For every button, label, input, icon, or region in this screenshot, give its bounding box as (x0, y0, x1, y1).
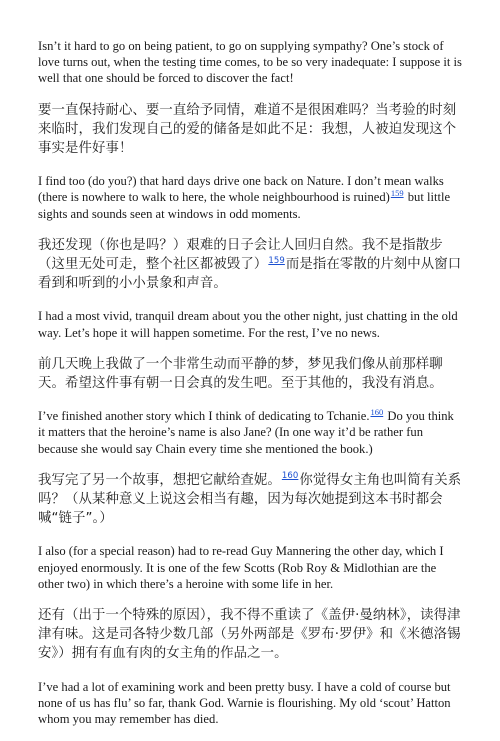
paragraph-text: Isn’t it hard to go on being patient, to go on supplying sympathy? One’s stock of love turns out, when the testing time comes, to be so very inadequate: I suppose it is well that one should be forced to discover the fact! (38, 39, 462, 86)
paragraph-text: I had a most vivid, tranquil dream about you the other night, just chatting in the old way. Let’s hope it will happen sometime. For the rest, I’ve no news. (38, 309, 458, 340)
footnote-link-159[interactable]: 159 (390, 188, 404, 199)
paragraph-text: but little sights and sounds seen at windows in odd moments. (38, 190, 451, 221)
paragraph-text: 我还发现（你也是吗？）艰难的日子会让人回归自然。我不是指散步（这里无处可走，整个社区都被毁了） (38, 237, 443, 273)
paragraph-zh-2 (38, 236, 462, 294)
footnote-link-159[interactable]: 159 (268, 255, 285, 266)
paragraph-text: 我写完了另一个故事，想把它献给查妮。 (38, 472, 281, 488)
paragraph-en-5 (38, 543, 462, 592)
paragraph-text: 前几天晚上我做了一个非常生动而平静的梦，梦见我们像从前那样聊天。希望这件事有朝一日会真的发生吧。至于其他的，我没有消息。 (38, 356, 443, 392)
paragraph-en-4 (38, 408, 462, 457)
paragraph-zh-4 (38, 471, 462, 529)
paragraph-en-6 (38, 679, 462, 728)
paragraph-en-3 (38, 308, 462, 340)
paragraph-text: I also (for a special reason) had to re-read Guy Mannering the other day, which I enjoyed enormously. It is one of the few Scotts (Rob Roy & Midlothian are the other two) in which there’s a heroine with some life in her. (38, 544, 444, 591)
paragraph-zh-3 (38, 355, 462, 393)
paragraph-text: 你觉得女主角也叫简有关系吗？（从某种意义上说这会相当有趣，因为每次她提到这本书时都会喊“链子”。） (38, 472, 462, 527)
paragraph-text: I’ve finished another story which I think of dedicating to Tchanie. (38, 409, 370, 424)
paragraph-zh-5 (38, 606, 462, 664)
paragraph-text: 还有（出于一个特殊的原因），我不得不重读了《盖伊·曼纳林》，读得津津有味。这是司各特少数几部（另外两部是《罗布·罗伊》和《米德洛锡安》）拥有有血有肉的女主角的作品之一。 (38, 608, 461, 662)
footnote-link-160[interactable]: 160 (370, 407, 384, 418)
paragraph-text: I find too (do you?) that hard days drive one back on Nature. I don’t mean walks (there is nowhere to walk to here, the whole neighbourhood is ruined) (38, 174, 444, 205)
paragraph-en-2 (38, 173, 462, 222)
paragraph-text: 而是指在零散的片刻中从窗口看到和听到的小小景象和声音。 (38, 257, 462, 292)
document-page (38, 38, 462, 741)
paragraph-en-1 (38, 38, 462, 87)
footnote-link-160[interactable]: 160 (281, 471, 299, 482)
paragraph-zh-1 (38, 101, 462, 159)
paragraph-text: I’ve had a lot of examining work and been pretty busy. I have a cold of course but none of us has flu’ so far, thank God. Warnie is flourishing. My old ‘scout’ Hatton whom you may remember has died. (38, 679, 451, 727)
paragraph-text: 要一直保持耐心、要一直给予同情，难道不是很困难吗？当考验的时刻来临时，我们发现自己的爱的储备是如此不足：我想，人被迫发现这个事实是件好事！ (38, 102, 457, 157)
paragraph-text: Do you think it matters that the heroine’s name is also Jane? (In one way it’d be rather fun because she would say Chain every time she mentioned the book.) (38, 409, 454, 456)
